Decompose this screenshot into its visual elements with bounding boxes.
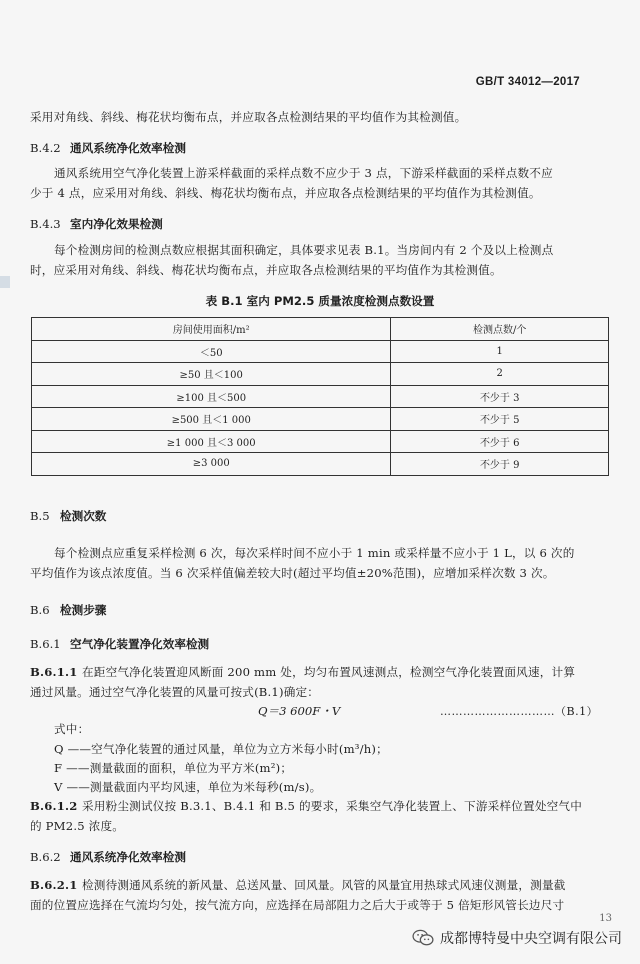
edge-marker (0, 276, 10, 288)
heading-number: B.5 (30, 509, 50, 523)
heading-title: 室内净化效果检测 (70, 217, 163, 231)
area-cell: ＜50 (32, 340, 391, 363)
clause-text: 在距空气净化装置迎风断面 200 mm 处，均匀布置风速测点，检测空气净化装置面风速，计算 (82, 665, 576, 679)
heading-title: 检测步骤 (60, 603, 107, 617)
variable-q: Q ——空气净化装置的通过风量，单位为立方米每小时(m³/h)； (54, 742, 388, 756)
area-cell: ≥500 且＜1 000 (32, 408, 391, 431)
heading-b6 (30, 602, 106, 618)
count-cell: 2 (391, 363, 609, 386)
table-row (32, 385, 609, 408)
heading-number: B.6.2 (30, 850, 61, 864)
paragraph: 平均值作为该点浓度值。当 6 次采样值偏差较大时(超过平均值±20%范围)，应增加采样次数 3 次。 (30, 566, 555, 580)
heading-b5 (30, 508, 106, 524)
table-row (32, 340, 609, 363)
heading-title: 检测次数 (60, 509, 107, 523)
count-cell: 不少于 5 (391, 408, 609, 431)
paragraph: 通风系统用空气净化装置上游采样截面的采样点数不应少于 3 点，下游采样截面的采样点数不应 (54, 166, 553, 180)
table-row (32, 408, 609, 431)
standard-number: GB/T 34012—2017 (475, 76, 580, 88)
paragraph: 通过风量。通过空气净化装置的风量可按式(B.1)确定： (30, 685, 320, 699)
heading-b42 (30, 140, 186, 156)
detection-points-table (31, 317, 609, 476)
area-cell: ≥1 000 且＜3 000 (32, 430, 391, 453)
formula-reference: …………………………（B.1） (440, 705, 599, 718)
count-cell: 1 (391, 340, 609, 363)
heading-number: B.6 (30, 603, 50, 617)
table-row (32, 363, 609, 386)
count-cell: 不少于 9 (391, 453, 609, 476)
table-row (32, 430, 609, 453)
paragraph: 时，应采用对角线、斜线、梅花状均衡布点，并应取各点检测结果的平均值作为其检测值。 (30, 263, 502, 277)
table-row (32, 453, 609, 476)
clause-text: 检测待测通风系统的新风量、总送风量、回风量。风管的风量宜用热球式风速仪测量，测量截 (82, 878, 566, 892)
wechat-icon (412, 929, 434, 947)
watermark-text: 成都博特曼中央空调有限公司 (440, 931, 622, 947)
heading-title: 空气净化装置净化效率检测 (70, 637, 210, 651)
area-cell: ≥50 且＜100 (32, 363, 391, 386)
count-cell: 不少于 6 (391, 430, 609, 453)
heading-b62 (30, 849, 186, 865)
watermark (412, 928, 622, 948)
where-label: 式中： (54, 722, 90, 736)
column-header: 房间使用面积/m² (32, 318, 391, 341)
area-cell: ≥100 且＜500 (32, 385, 391, 408)
heading-number: B.6.1 (30, 637, 61, 651)
paragraph-b612 (30, 799, 582, 814)
variable-f: F ——测量截面的面积，单位为平方米(m²)； (54, 761, 293, 775)
heading-b43 (30, 216, 163, 232)
variable-v: V ——测量截面内平均风速，单位为米每秒(m/s)。 (54, 780, 322, 794)
count-cell: 不少于 3 (391, 385, 609, 408)
table-caption: 表 B.1 室内 PM2.5 质量浓度检测点数设置 (205, 294, 435, 308)
paragraph: 每个检测房间的检测点数应根据其面积确定，具体要求见表 B.1。当房间内有 2 个及以上检测点 (54, 243, 554, 257)
heading-number: B.4.2 (30, 141, 61, 155)
clause-text: 采用粉尘测试仪按 B.3.1、B.4.1 和 B.5 的要求，采集空气净化装置上、下游采样位置处空气中 (82, 799, 582, 813)
heading-number: B.4.3 (30, 217, 61, 231)
heading-title: 通风系统净化效率检测 (70, 141, 186, 155)
heading-title: 通风系统净化效率检测 (70, 850, 186, 864)
paragraph: 的 PM2.5 浓度。 (30, 819, 125, 833)
clause-number: B.6.1.1 (30, 665, 78, 679)
paragraph: 少于 4 点，应采用对角线、斜线、梅花状均衡布点，并应取各点检测结果的平均值作为其检测值。 (30, 186, 541, 200)
paragraph: 采用对角线、斜线、梅花状均衡布点，并应取各点检测结果的平均值作为其检测值。 (30, 110, 467, 124)
column-header: 检测点数/个 (391, 318, 609, 341)
paragraph: 面的位置应选择在气流均匀处，按气流方向，应选择在局部阻力之后大于或等于 5 倍矩形风管长边尺寸 (30, 898, 565, 912)
paragraph-b621 (30, 878, 566, 893)
formula-expression: Q＝3 600F・V (258, 704, 341, 718)
paragraph: 每个检测点应重复采样检测 6 次，每次采样时间不应小于 1 min 或采样量不应小于 1 L，以 6 次的 (54, 546, 575, 560)
clause-number: B.6.2.1 (30, 878, 78, 892)
paragraph-b611 (30, 665, 575, 680)
page-number: 13 (599, 913, 612, 924)
area-cell: ≥3 000 (32, 453, 391, 476)
heading-b61 (30, 636, 209, 652)
clause-number: B.6.1.2 (30, 799, 78, 813)
table-header-row (32, 318, 609, 341)
